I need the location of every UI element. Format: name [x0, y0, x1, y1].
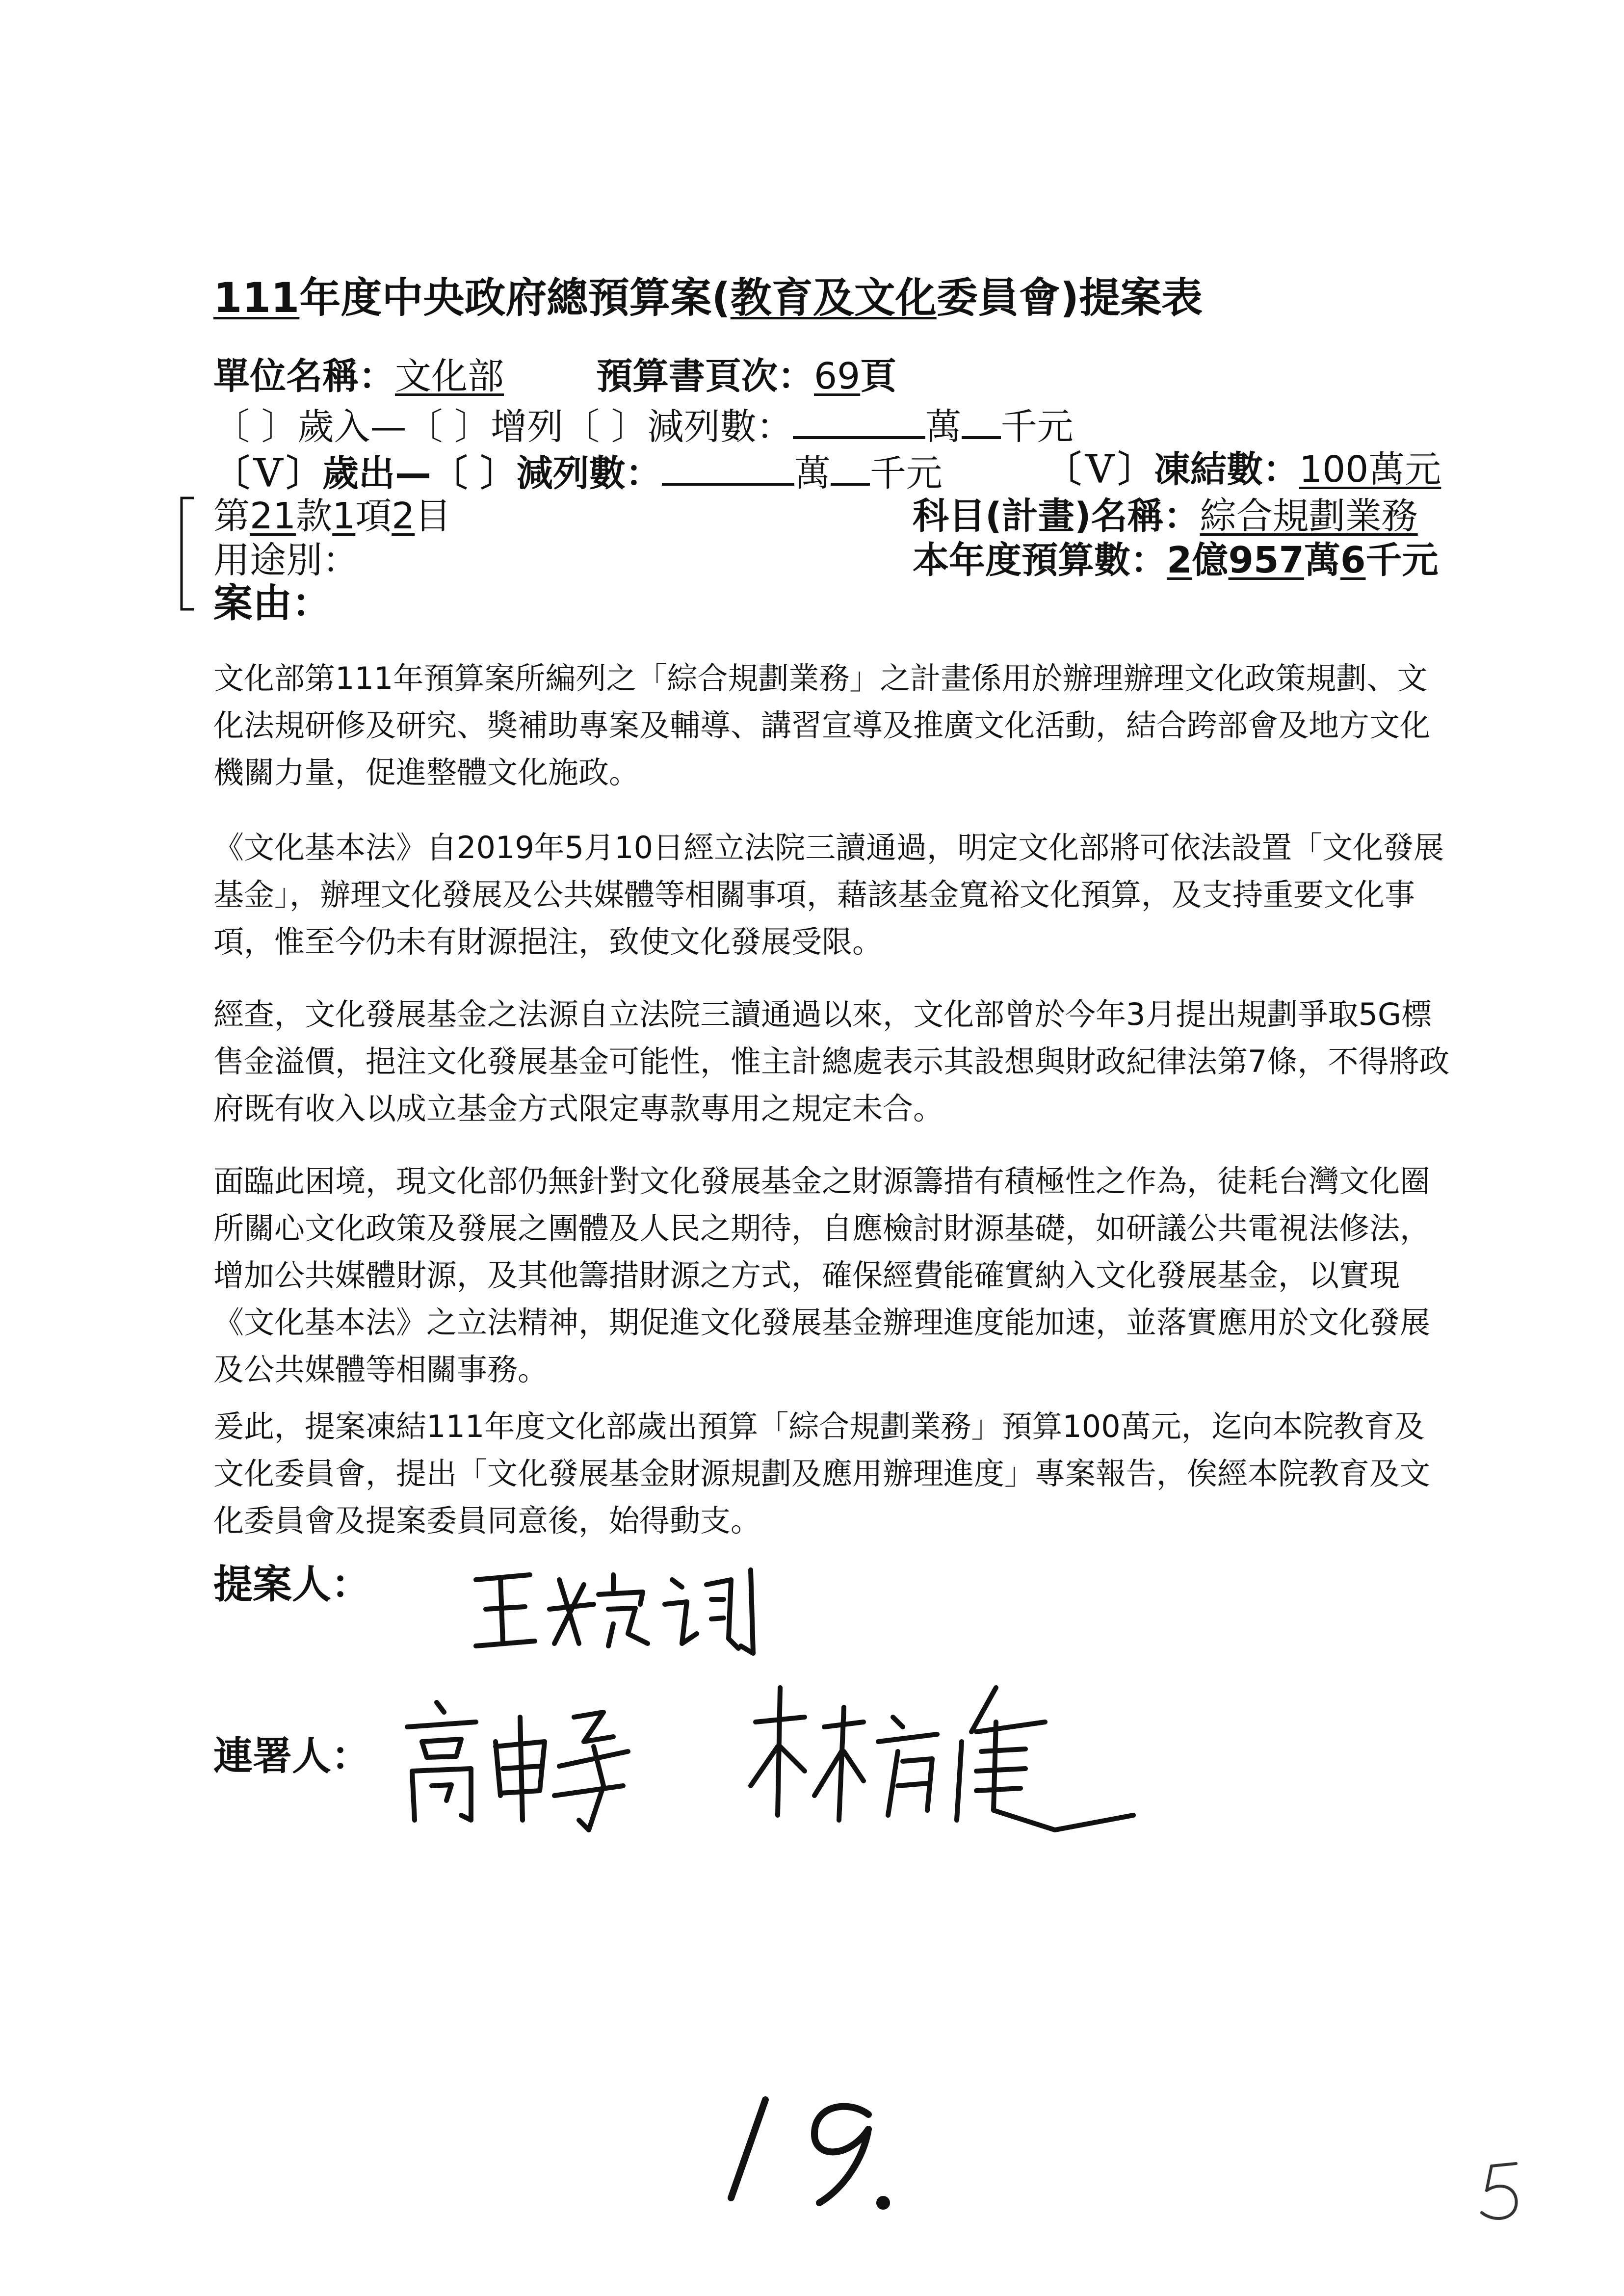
unit-value: 文化部 [395, 355, 504, 397]
page-suffix: 頁 [860, 355, 897, 397]
subject-row [913, 493, 1418, 539]
title-post: 委員會)提案表 [936, 274, 1203, 322]
budget-row [913, 537, 1438, 583]
freeze-value: 100萬元 [1299, 448, 1441, 491]
freeze-amount [1045, 446, 1441, 493]
budget-yi: 2 [1167, 539, 1192, 581]
expense-row [213, 446, 943, 496]
income-qian-blank [962, 400, 1001, 439]
expense-wan-label: 萬 [794, 452, 831, 495]
paragraph-5: 爰此，提案凍結111年度文化部歲出預算「綜合規劃業務」預算100萬元，迄向本院教育及文化委員會，提出「文化發展基金財源規劃及應用辦理進度」專案報告，俟經本院教育及文化委員會及提案委員同意後，始得動支。 [213, 1409, 1431, 1539]
budget-label: 本年度預算數： [913, 539, 1167, 581]
expense-qian-blank [831, 446, 870, 486]
subject-label: 科目(計畫)名稱： [913, 495, 1200, 537]
unit-label: 單位名稱： [213, 355, 395, 397]
income-wan-blank [793, 400, 925, 439]
left-bracket [167, 496, 196, 613]
usage-label: 用途別： [213, 539, 359, 581]
proposer-signature [466, 1550, 785, 1668]
xiang-value: 1 [332, 495, 356, 537]
cosigner-signature-1 [397, 1673, 716, 1835]
income-row [213, 400, 1074, 450]
unit-row [213, 353, 504, 399]
xiang-label: 項 [355, 495, 392, 537]
mu-label: 目 [415, 495, 451, 537]
kuan-value: 21 [250, 495, 296, 537]
page-ref [596, 353, 896, 399]
income-wan-label: 萬 [925, 406, 962, 448]
cosigner-label: 連署人： [213, 1733, 370, 1779]
reason-label: 案由： [213, 580, 331, 626]
handwritten-number [721, 2075, 927, 2218]
expense-prefix: 〔Ｖ〕歲出—〔 〕減列數： [213, 452, 662, 495]
page-number [1472, 2154, 1531, 2227]
budget-qian-label: 千元 [1365, 539, 1439, 581]
proposer-label: 提案人： [213, 1562, 370, 1607]
cosigner-signature-2 [741, 1668, 1182, 1845]
income-prefix: 〔 〕歲入—〔 〕增列〔 〕減列數： [213, 406, 793, 448]
kuan-pre: 第 [213, 495, 250, 537]
budget-yi-label: 億 [1192, 539, 1229, 581]
usage-row [213, 537, 359, 583]
title-year: 111 [213, 274, 300, 322]
paragraph-2: 《文化基本法》自2019年5月10日經立法院三讀通過，明定文化部將可依法設置「文化發展基金」，辦理文化發展及公共媒體等相關事項，藉該基金寬裕文化預算，及支持重要文化事項，惟至今仍未有財源挹注，致使文化發展受限。 [213, 830, 1444, 960]
kuan-label: 款 [296, 495, 333, 537]
expense-qian-label: 千元 [869, 452, 943, 495]
mu-value: 2 [392, 495, 415, 537]
item-row [213, 493, 451, 539]
subject-value: 綜合規劃業務 [1200, 495, 1418, 537]
paragraph-1: 文化部第111年預算案所編列之「綜合規劃業務」之計畫係用於辦理辦理文化政策規劃、文化法規研修及研究、獎補助專案及輔導、講習宣導及推廣文化活動，結合跨部會及地方文化機關力量，促進整體文化施政。 [213, 660, 1431, 790]
budget-wan-label: 萬 [1304, 539, 1340, 581]
page-value: 69 [814, 355, 861, 397]
paragraph-4: 面臨此困境，現文化部仍無針對文化發展基金之財源籌措有積極性之作為，徒耗台灣文化圈所關心文化政策及發展之團體及人民之期待，自應檢討財源基礎，如研議公共電視法修法，增加公共媒體財源，及其他籌措財源之方式，確保經費能確實納入文化發展基金，以實現《文化基本法》之立法精神，期促進文化發展基金辦理進度能加速，並落實應用於文化發展及公共媒體等相關事務。 [213, 1163, 1431, 1387]
paragraph-3: 經查，文化發展基金之法源自立法院三讀通過以來，文化部曾於今年3月提出規劃爭取5G標售金溢價，挹注文化發展基金可能性，惟主計總處表示其設想與財政紀律法第7條，不得將政府既有收入以成立基金方式限定專款專用之規定未合。 [213, 996, 1450, 1126]
title-committee: 教育及文化 [730, 274, 937, 322]
budget-wan: 957 [1228, 539, 1304, 581]
budget-qian: 6 [1340, 539, 1366, 581]
income-qian-label: 千元 [1000, 406, 1074, 448]
expense-wan-blank [662, 446, 794, 486]
page-label: 預算書頁次： [596, 355, 814, 397]
form-title [213, 265, 1203, 324]
freeze-label: 〔Ｖ〕凍結數： [1045, 448, 1299, 491]
title-pre: 年度中央政府總預算案( [299, 274, 731, 322]
